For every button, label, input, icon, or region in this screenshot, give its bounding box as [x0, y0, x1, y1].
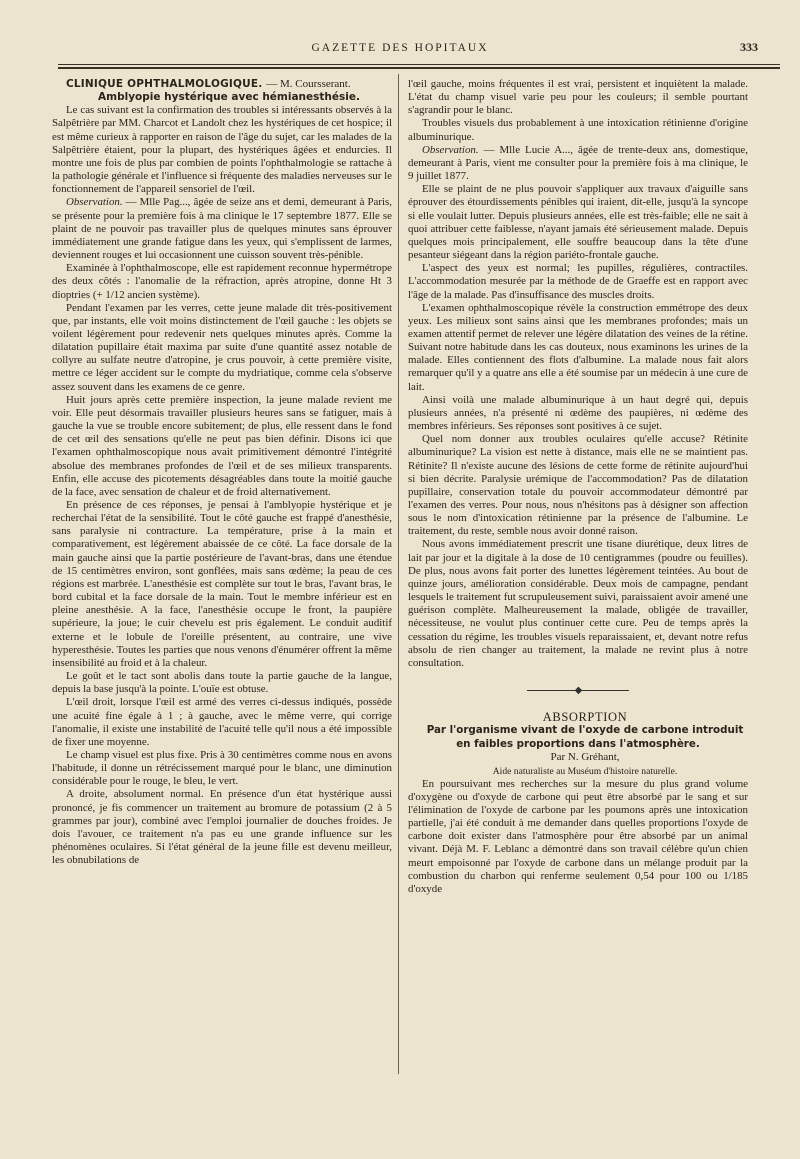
- absorption-title: Par l'organisme vivant de l'oxyde de carbone introduit en faibles proportions dans l'atmosphère.: [426, 724, 744, 750]
- right-column: [408, 78, 748, 896]
- paragraph: L'aspect des yeux est normal; les pupilles, régulières, contractiles. L'accommodation mesurée par la méthode de de Graeffe est en rapport avec l'âge de la malade. Pas d'insuffisance des muscles droits.: [408, 262, 748, 301]
- paragraph: Huit jours après cette première inspection, la jeune malade revient me voir. Elle peut désormais travailler plusieurs heures sans se fatiguer, mais à gauche la vue se trouble encore subitement; de plus, elle ressent dans le fond de cet œil des sensations qu'elle ne peut pas bien définir. Disons ici que l'examen ophthalmoscopique nous avait primitivement démontré l'intégrité absolue des membranes profondes de l'œil et de ses milieux transparents. Enfin, elle accuse des picotements désagréables dans toute la moitié gauche de la face, avec sensation de chaleur et de froid alternativement.: [52, 393, 392, 498]
- paragraph: A droite, absolument normal. En présence d'un état hystérique aussi prononcé, je fis commencer un traitement au bromure de potassium (2 à 5 grammes par jour), combiné avec l'emploi journalier de douches froides. Je dois l'avouer, ce traitement n'a pas eu une grande influence sur les phénomènes oculaires. Si l'état général de la jeune fille est devenu meilleur, les obnubilations de: [52, 788, 392, 867]
- observation-text: — Mlle Pag..., âgée de seize ans et demi, demeurant à Paris, se présente pour la première fois à ma clinique le 17 septembre 1877. Elle se plaint de ne pouvoir pas travailler plus de quelques minutes sans éprouver immédiatement une grande fatigue dans les yeux, qui s'emplissent de larmes, deviennent rouges et lui occasionnent une cuisson souvent très-pénible.: [52, 196, 392, 262]
- running-title: GAZETTE DES HOPITAUX: [311, 42, 489, 54]
- observation-text: — Mlle Lucie A..., âgée de trente-deux ans, domestique, demeurant à Paris, vient me consulter pour la première fois à ma clinique, le 9 juillet 1877.: [408, 143, 748, 183]
- paragraph: Le goût et le tact sont abolis dans toute la partie gauche de la langue, depuis la base jusqu'à la pointe. L'ouïe est obtuse.: [52, 670, 392, 696]
- paragraph: Nous avons immédiatement prescrit une tisane diurétique, deux litres de lait par jour et la digitale à la dose de 10 centigrammes (poudre ou feuilles). De plus, nous avons fait porter des lunettes légèrement teintées. Au bout de quinze jours, amélioration considérable. Deux mois de campagne, pendant lesquels le traitement fut scrupuleusement suivi, paraissaient avoir amené une guérison complète. Malheureusement la malade, obligée de travailler, nécessiteuse, ne voulut plus continuer cette cure. Peu de temps après la cessation du régime, les troubles visuels reparaissaient, et, devant notre refus absolu de rien changer au traitement, la malade ne revint plus à notre consultation.: [408, 538, 748, 669]
- paragraph: Troubles visuels dus probablement à une intoxication rétinienne d'origine albuminurique.: [408, 117, 748, 143]
- absorption-heading: ABSORPTION: [542, 710, 628, 725]
- paragraph: Quel nom donner aux troubles oculaires qu'elle accuse? Rétinite albuminurique? La vision est nette à distance, mais elle ne se maintient pas. Rétinite? Il n'existe aucune des lésions de cette forme de rétinite aujourd'hui si bien décrite. Paralysie urémique de l'accommodation? Pas de dilatation pupillaire, conservation totale du pouvoir accommodateur démontré par l'examen des verres. Pour nous, nous n'hésitons pas à désigner son affection sous le nom d'intoxication rétinienne par la présence de l'albumine. Le traitement, du reste, semble nous avoir donné raison.: [408, 433, 748, 538]
- paragraph-continued: l'œil gauche, moins fréquentes il est vrai, persistent et inquiètent la malade. L'état du champ visuel varie peu pour les couleurs; il semble pourtant s'agrandir pour le blanc.: [408, 78, 748, 117]
- page-header: [40, 38, 760, 60]
- page-number: 333: [740, 40, 758, 54]
- paragraph: En poursuivant mes recherches sur la mesure du plus grand volume d'oxygène ou d'oxyde de carbone qui peut être absorbé par le sang et sur l'élimination de l'oxyde de carbone par les poumons après une intoxication partielle, j'ai été conduit à me demander dans quelles proportions l'oxyde de carbone doit exister dans l'atmosphère pour être absorbé par un animal vivant. Déjà M. F. Leblanc a démontré dans son travail célèbre qu'un chien meurt empoisonné par l'oxyde de carbone dans un mélange produit par la combustion du charbon qui renferme seulement 0,54 pour 100 ou 1/185 d'oxyde: [408, 777, 748, 895]
- section-heading: [52, 78, 392, 91]
- left-column: [52, 78, 392, 867]
- paragraph: Le cas suivant est la confirmation des troubles si intéressants observés à la Salpêtrière par MM. Charcot et Landolt chez les hystériques de cet hospice; il est même curieux à rapporter en raison de l'âge du sujet, car les malades de la Salpêtrière étaient, pour la plupart, des hystériques âgées et endurcies. Il montre une fois de plus par combien de points l'ophthalmologie se rattache à la pathologie générale et l'influence si fréquente des maladies nerveuses sur le fonctionnement de l'appareil sensoriel de l'œil.: [52, 104, 392, 196]
- paragraph: Le champ visuel est plus fixe. Pris à 30 centimètres comme nous en avons l'habitude, il donne un rétrécissement marqué pour le blanc, une diminution considérable pour le rouge, le bleu, le vert.: [52, 748, 392, 788]
- paragraph: Ainsi voilà une malade albuminurique à un haut degré qui, depuis plusieurs années, n'a présenté ni œdème des paupières, ni œdème des membres inférieurs. Ses réponses sont positives à ce sujet.: [408, 393, 748, 433]
- absorption-author: Par N. Gréhant,: [550, 751, 620, 764]
- paragraph: Pendant l'examen par les verres, cette jeune malade dit très-positivement que, par instants, elle voit moins distinctement de l'œil gauche : les objets se voilent légèrement pour redevenir nets quelques minutes après. Comme la dilatation pupillaire était maxima par suite d'une quantité assez notable de collyre au sulfate neutre d'atropine, je crus pouvoir, à cette première visite, mettre ce léger accident sur le compte du mydriatique, comme cela s'observe assez souvent dans les examens de ce genre.: [52, 301, 392, 393]
- paragraph: L'œil droit, lorsque l'œil est armé des verres ci-dessus indiqués, possède une acuité fine égale à 1 ; à gauche, avec le même verre, qui corrige l'anomalie, il existe une instabilité de l'acuité telle qu'il nous a été impossible de fixer une moyenne.: [52, 696, 392, 748]
- paragraph: En présence de ces réponses, je pensai à l'amblyopie hystérique et je recherchai l'état de la sensibilité. Tout le côté gauche est frappé d'anesthésie, sans paralysie ni contracture. La température, prise à la main et comparativement, est légèrement abaissée de ce côté. La face dorsale de la main gauche ainsi que la partie postérieure de l'avant-bras, dans une étendue de 15 centimètres environ, sont gonflées, mais sans œdème; la peau de ces régions est marbrée. L'anesthésie est complète sur tout le bras, l'avant bras, le bord cubital et la face dorsale de la main. Tout le membre inférieur est en pleine anesthésie. A la face, l'anesthésie occupe le front, la paupière supérieure, la joue; le cuir chevelu est pris également. Le conduit auditif externe et le lobule de l'oreille présentent, au contraire, une vive hyperesthésie. Toutes les parties que nous venons d'énumérer offrent la même insensibilité au froid et à la chaleur.: [52, 499, 392, 669]
- observation-label: Observation.: [422, 143, 479, 156]
- section-separator: ◆: [408, 684, 748, 697]
- header-rule: [58, 64, 780, 65]
- paragraph: Elle se plaint de ne plus pouvoir s'appliquer aux travaux d'aiguille sans éprouver des étourdissements pénibles qui iraient, dit-elle, jusqu'à la syncope si elle voulait lutter. Depuis plusieurs années, elle est très-faible; elle ne sait à quoi attribuer cette faiblesse, n'ayant jamais été sérieusement malade. Depuis quelques mois principalement, elle souffre beaucoup dans la tête d'une pesanteur siégeant dans la région pariéto-frontale gauche.: [408, 183, 748, 262]
- observation-paragraph: [52, 196, 392, 262]
- paragraph: L'examen ophthalmoscopique révèle la construction emmétrope des deux yeux. Les milieux sont sains ainsi que les membranes profondes; mais un examen attentif permet de relever une légère dilatation des veines de la rétine. Suivant notre habitude dans les cas douteux, nous examinons les urines de la malade. Elles contiennent des flots d'albumine. La malade nous fait alors remarquer qu'il y a quatre ans elle a été soumise par un médecin à une cure de lait.: [408, 301, 748, 393]
- observation-paragraph: [408, 144, 748, 183]
- article-title: Amblyopie hystérique avec hémianesthésie.: [98, 91, 360, 104]
- absorption-affiliation: Aide naturaliste au Muséum d'histoire naturelle.: [492, 765, 678, 777]
- column-divider: [398, 74, 399, 1074]
- observation-label: Observation.: [66, 196, 123, 209]
- section-author: — M. Coursserant.: [266, 78, 351, 90]
- section-title: CLINIQUE OPHTHALMOLOGIQUE.: [66, 78, 263, 90]
- header-rule-thick: [58, 67, 780, 69]
- paragraph: Examinée à l'ophthalmoscope, elle est rapidement reconnue hypermétrope des deux côtés : l'anomalie de la réfraction, après atropine, donne Ht 3 dioptries (+ 1/12 ancien système).: [52, 262, 392, 301]
